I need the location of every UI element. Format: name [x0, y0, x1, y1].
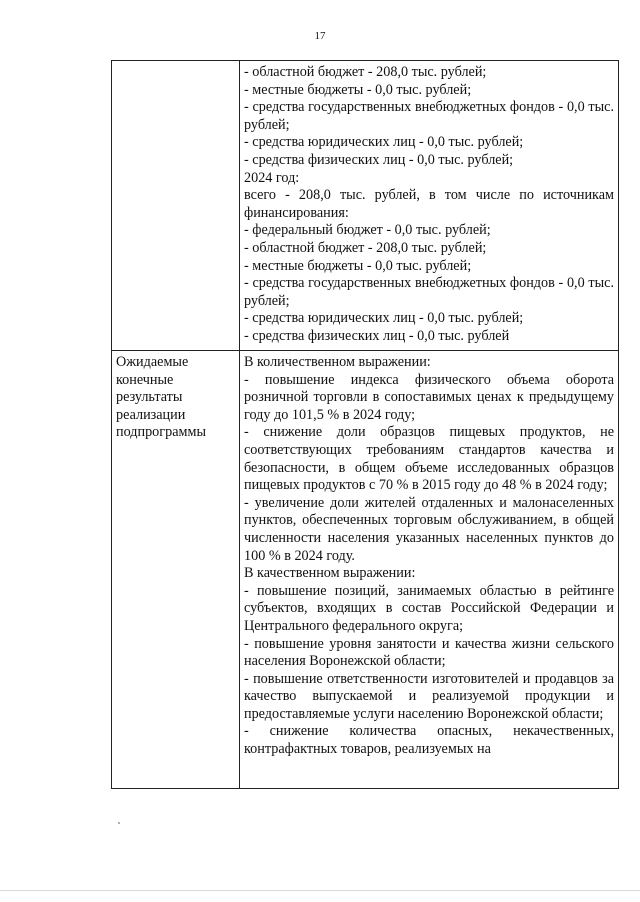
text-line: - повышение позиций, занимаемых областью в рейтинге субъектов, входящих в состав Российской Федерации и Центрального федерального округа; [244, 582, 614, 634]
text-line: - федеральный бюджет - 0,0 тыс. рублей; [244, 222, 491, 239]
row-label-cell [112, 61, 240, 351]
table-row [112, 351, 619, 789]
text-line: 2024 год: [244, 169, 300, 186]
text-line: В качественном выражении: [244, 565, 416, 582]
text-line: - снижение количества опасных, некачественных, контрафактных товаров, реализуемых на [244, 723, 614, 758]
table-row [112, 61, 619, 351]
results-cell [240, 351, 619, 789]
text-line: - снижение доли образцов пищевых продуктов, не соответствующих требованиям стандартов качества и безопасности, в общем объеме исследованных образцов пищевых продуктов с 70 % в 2015 году до 48 % в 2024 году; [244, 424, 614, 494]
program-passport-table [111, 60, 619, 789]
text-line: - местные бюджеты - 0,0 тыс. рублей; [244, 81, 472, 98]
text-line: - средства физических лиц - 0,0 тыс. рублей; [244, 151, 514, 168]
text-line: - средства государственных внебюджетных фондов - 0,0 тыс. рублей; [244, 99, 614, 133]
page-number: 17 [314, 30, 326, 42]
text-line: всего - 208,0 тыс. рублей, в том числе по источникам финансирования: [244, 187, 614, 221]
text-line: - средства юридических лиц - 0,0 тыс. рублей; [244, 134, 524, 151]
text-line: - повышение индекса физического объема оборота розничной торговли в сопоставимых ценах к предыдущему году до 101,5 % в 2024 году; [244, 371, 614, 423]
text-line: - местные бюджеты - 0,0 тыс. рублей; [244, 257, 472, 274]
scan-edge-line [0, 890, 640, 891]
text-line: - повышение уровня занятости и качества жизни сельского населения Воронежской области; [244, 635, 614, 670]
text-line: - областной бюджет - 208,0 тыс. рублей; [244, 239, 487, 256]
text-line: - увеличение доли жителей отдаленных и малонаселенных пунктов, обеспеченных торговым обслуживанием, в общей численности населения указанных населенных пунктов до 100 % в 2024 году. [244, 494, 614, 564]
text-line: В количественном выражении: [244, 354, 431, 370]
row-label-cell: Ожидаемые конечные результаты реализации подпрограммы [112, 351, 240, 789]
scan-speck [118, 822, 120, 824]
text-line: - средства физических лиц - 0,0 тыс. рублей [244, 327, 510, 344]
text-line: - средства государственных внебюджетных фондов - 0,0 тыс. рублей; [244, 275, 614, 309]
financing-cell [240, 61, 619, 351]
text-line: - повышение ответственности изготовителей и продавцов за качество выпускаемой и реализуемой продукции и предоставляемые услуги населению Воронежской области; [244, 670, 614, 722]
text-line: - средства юридических лиц - 0,0 тыс. рублей; [244, 310, 524, 327]
text-line: - областной бюджет - 208,0 тыс. рублей; [244, 64, 487, 80]
